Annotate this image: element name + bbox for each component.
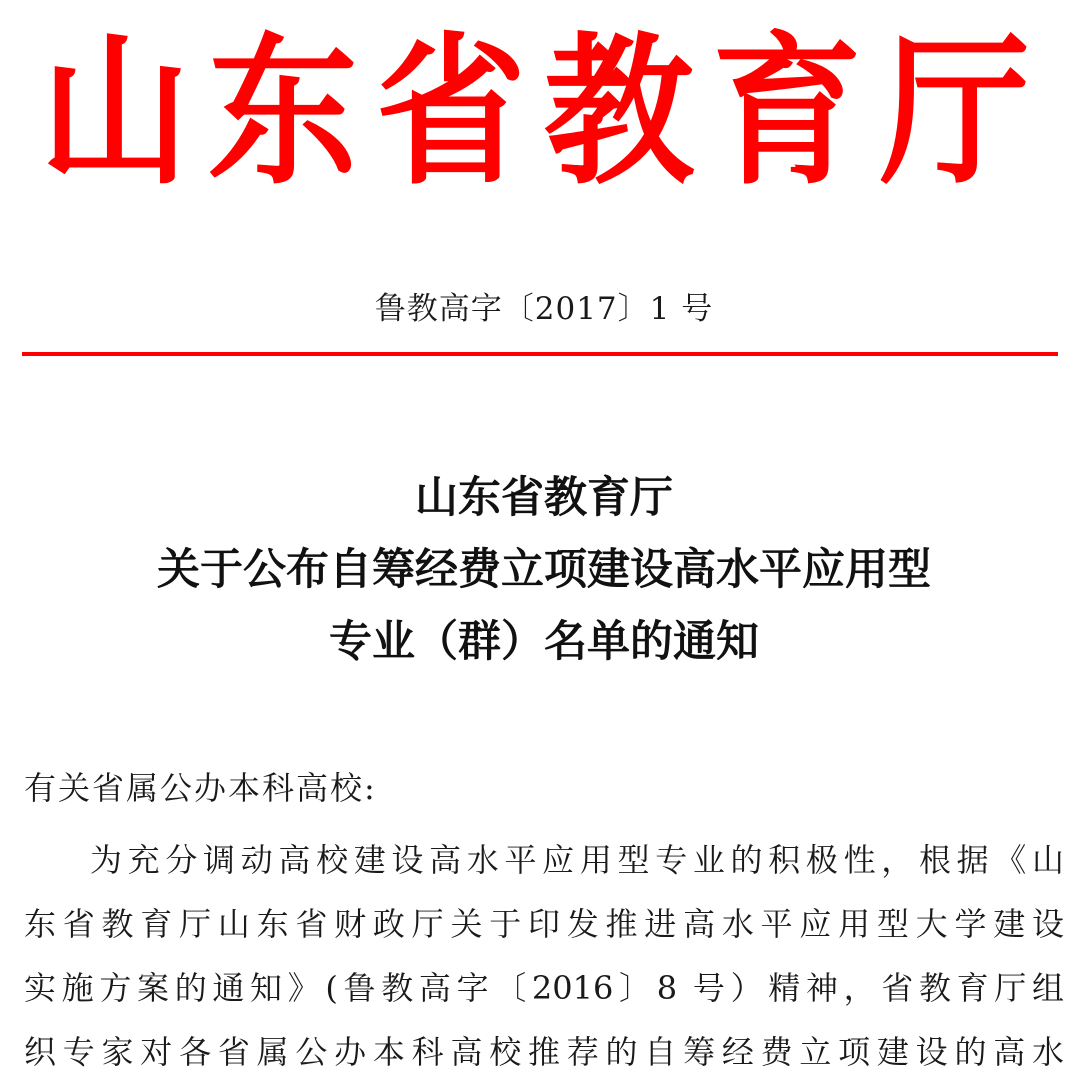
- masthead-title: 山东省教育厅: [39, 16, 1048, 208]
- notice-title-line-2: 关于公布自筹经费立项建设高水平应用型: [157, 545, 931, 595]
- body-paragraph: [24, 828, 1064, 1084]
- body-line-2: 东省教育厅山东省财政厅关于印发推进高水平应用型大学建设: [24, 905, 1064, 943]
- document-number: 鲁教高字〔2017〕1 号: [374, 291, 714, 327]
- body-line-1: 为充分调动高校建设高水平应用型专业的积极性，根据《山: [90, 841, 1064, 879]
- body-line-4: 织专家对各省属公办本科高校推荐的自筹经费立项建设的高水: [24, 1033, 1064, 1071]
- red-divider-line: [22, 352, 1058, 356]
- body-line-3: 实施方案的通知》(鲁教高字〔2016〕8 号）精神，省教育厅组: [24, 969, 1064, 1007]
- notice-title: [0, 462, 1088, 678]
- notice-title-line-1: 山东省教育厅: [415, 473, 673, 523]
- notice-title-line-3: 专业（群）名单的通知: [329, 617, 759, 667]
- salutation: 有关省属公办本科高校:: [24, 769, 377, 807]
